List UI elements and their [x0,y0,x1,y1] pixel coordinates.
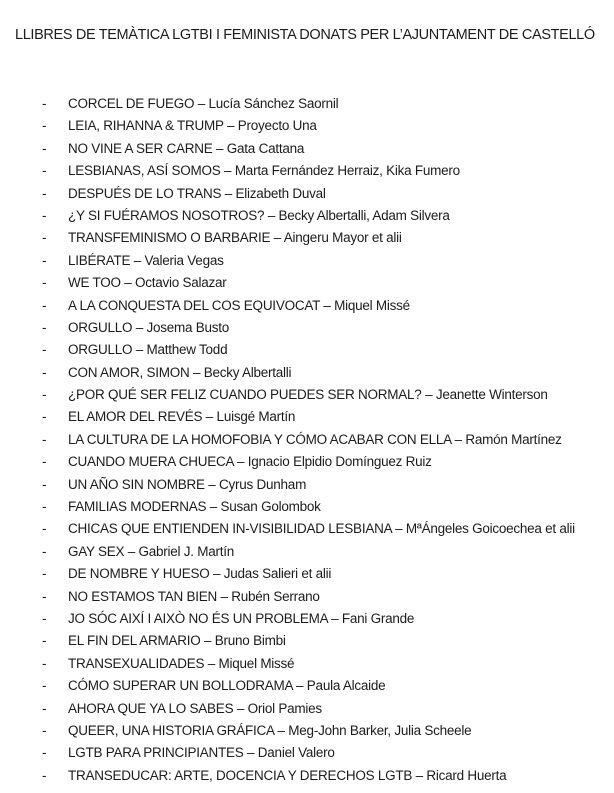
list-item [42,227,614,249]
list-item [42,250,614,272]
book-entry-text: AHORA QUE YA LO SABES – Oriol Pamies [68,700,322,716]
book-entry-text: LEIA, RIHANNA & TRUMP – Proyecto Una [68,118,317,134]
list-item [42,675,614,697]
book-entry-text: EL FIN DEL ARMARIO – Bruno Bimbi [68,633,286,649]
bullet-dash: - [42,610,47,626]
list-item [42,384,614,406]
list-item [42,138,614,160]
book-entry-text: A LA CONQUESTA DEL COS EQUIVOCAT – Miquel Missé [68,297,410,313]
book-entry-text: WE TOO – Octavio Salazar [68,275,227,291]
book-entry-text: LA CULTURA DE LA HOMOFOBIA Y CÓMO ACABAR CON ELLA – Ramón Martínez [68,431,562,447]
book-entry-text: DESPUÉS DE LO TRANS – Elizabeth Duval [68,185,326,201]
bullet-dash: - [42,767,47,783]
bullet-dash: - [42,275,47,291]
bullet-dash: - [42,140,47,156]
bullet-dash: - [42,633,47,649]
list-item [42,339,614,361]
list-item [42,362,614,384]
book-entry-text: NO VINE A SER CARNE – Gata Cattana [68,140,305,156]
book-entry-text: ¿POR QUÉ SER FELIZ CUANDO PUEDES SER NORMAL? – Jeanette Winterson [68,387,548,403]
list-item [42,183,614,205]
book-entry-text: CON AMOR, SIMON – Becky Albertalli [68,364,292,380]
list-item [42,586,614,608]
bullet-dash: - [42,700,47,716]
bullet-dash: - [42,207,47,223]
bullet-dash: - [42,521,47,537]
bullet-dash: - [42,252,47,268]
bullet-dash: - [42,588,47,604]
bullet-dash: - [42,543,47,559]
book-entry-text: NO ESTAMOS TAN BIEN – Rubén Serrano [68,588,320,604]
list-item [42,742,614,764]
book-entry-text: LESBIANAS, ASÍ SOMOS – Marta Fernández Herraiz, Kika Fumero [68,163,460,179]
bullet-dash: - [42,319,47,335]
page-title: LLIBRES DE TEMÀTICA LGTBI I FEMINISTA DONATS PER L’AJUNTAMENT DE CASTELLÓ [15,27,595,43]
bullet-dash: - [42,185,47,201]
list-item [42,429,614,451]
bullet-dash: - [42,499,47,515]
bullet-dash: - [42,454,47,470]
bullet-dash: - [42,431,47,447]
bullet-dash: - [42,364,47,380]
book-entry-text: CHICAS QUE ENTIENDEN IN-VISIBILIDAD LESBIANA – MªÁngeles Goicoechea et alii [68,521,575,537]
book-entry-text: CÓMO SUPERAR UN BOLLODRAMA – Paula Alcaide [68,678,386,694]
bullet-dash: - [42,745,47,761]
book-list [42,93,614,787]
list-item [42,474,614,496]
book-entry-text: UN AÑO SIN NOMBRE – Cyrus Dunham [68,476,307,492]
bullet-dash: - [42,476,47,492]
bullet-dash: - [42,387,47,403]
bullet-dash: - [42,409,47,425]
book-entry-text: QUEER, UNA HISTORIA GRÁFICA – Meg-John Barker, Julia Scheele [68,722,472,738]
list-item [42,451,614,473]
list-item [42,518,614,540]
book-entry-text: ORGULLO – Josema Busto [68,319,230,335]
book-entry-text: ¿Y SI FUÉRAMOS NOSOTROS? – Becky Albertalli, Adam Silvera [68,207,450,223]
list-item [42,698,614,720]
list-item [42,653,614,675]
bullet-dash: - [42,678,47,694]
list-item [42,93,614,115]
bullet-dash: - [42,96,47,111]
book-entry-text: GAY SEX – Gabriel J. Martín [68,543,235,559]
book-entry-text: LIBÉRATE – Valeria Vegas [68,252,224,268]
book-entry-text: TRANSFEMINISMO O BARBARIE – Aingeru Mayor et alii [68,230,402,246]
book-entry-text: CUANDO MUERA CHUECA – Ignacio Elpidio Domínguez Ruiz [68,454,432,470]
bullet-dash: - [42,655,47,671]
book-entry-text: FAMILIAS MODERNAS – Susan Golombok [68,499,321,515]
bullet-dash: - [42,342,47,358]
list-item [42,272,614,294]
list-item [42,115,614,137]
book-entry-text: TRANSEXUALIDADES – Miquel Missé [68,655,295,671]
list-item [42,295,614,317]
list-item [42,205,614,227]
book-entry-text: DE NOMBRE Y HUESO – Judas Salieri et alii [68,566,332,582]
list-item [42,630,614,652]
book-entry-text: EL AMOR DEL REVÉS – Luisgé Martín [68,409,296,425]
list-item [42,160,614,182]
list-item [42,496,614,518]
bullet-dash: - [42,297,47,313]
list-item [42,563,614,585]
bullet-dash: - [42,118,47,134]
book-entry-text: ORGULLO – Matthew Todd [68,342,228,358]
book-entry-text: LGTB PARA PRINCIPIANTES – Daniel Valero [68,745,335,761]
book-entry-text: CORCEL DE FUEGO – Lucía Sánchez Saornil [68,96,339,111]
list-item [42,765,614,787]
bullet-dash: - [42,230,47,246]
list-item [42,406,614,428]
book-entry-text: TRANSEDUCAR: ARTE, DOCENCIA Y DERECHOS LGTB – Ricard Huerta [68,767,507,783]
list-item [42,608,614,630]
bullet-dash: - [42,566,47,582]
list-item [42,720,614,742]
bullet-dash: - [42,163,47,179]
book-entry-text: JO SÓC AIXÍ I AIXÒ NO ÉS UN PROBLEMA – Fani Grande [68,610,415,626]
list-item [42,317,614,339]
bullet-dash: - [42,722,47,738]
list-item [42,541,614,563]
